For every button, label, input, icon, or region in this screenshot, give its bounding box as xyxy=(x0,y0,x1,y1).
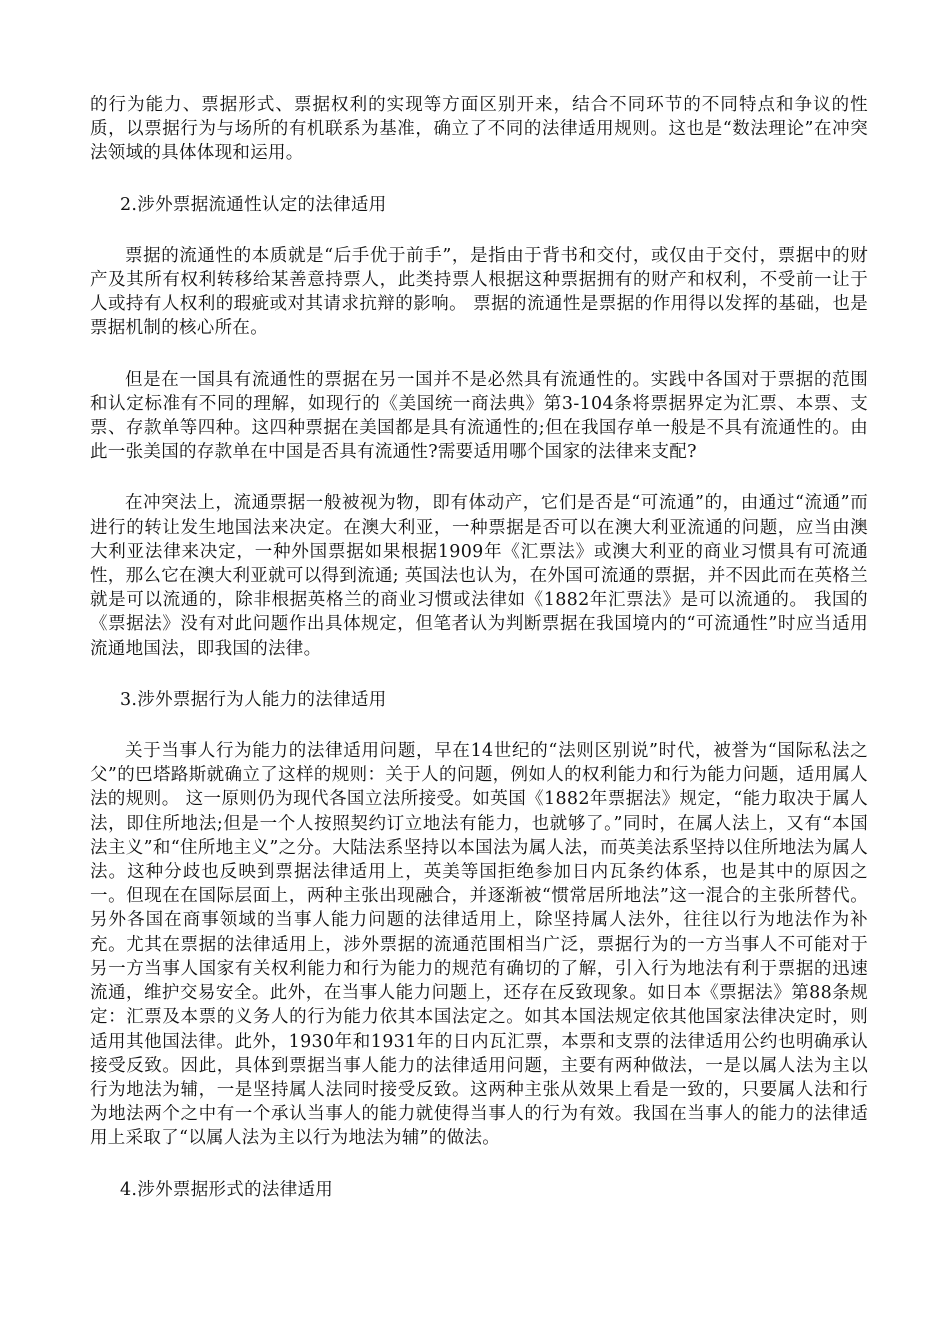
paragraph-conflict-law-negotiability: 在冲突法上，流通票据一般被视为物，即有体动产，它们是否是“可流通”的，由通过“流通”而进行的转让发生地国法来决定。在澳大利亚，一种票据是否可以在澳大利亚流通的问题，应当由澳大利亚法律来决定，一种外国票据如果根据1909年《汇票法》或澳大利亚的商业习惯具有可流通性，那么它在澳大利亚就可以得到流通; 英国法也认为，在外国可流通的票据，并不因此而在英格兰就是可以流通的，除非根据英格兰的商业习惯或法律如《1882年汇票法》是可以流通的。 我国的《票据法》没有对此问题作出具体规定，但笔者认为判断票据在我国境内的“可流通性”时应当适用流通地国法，即我国的法律。 xyxy=(90,493,868,659)
paragraph-gap xyxy=(90,217,868,244)
section-heading-3: 3.涉外票据行为人能力的法律适用 xyxy=(120,689,387,710)
document-page xyxy=(90,93,868,1202)
paragraph-gap xyxy=(90,661,868,688)
paragraph-gap xyxy=(90,712,868,739)
paragraph-negotiability-nature: 票据的流通性的本质就是“后手优于前手”，是指由于背书和交付，或仅由于交付，票据中的财产及其所有权利转移给某善意持票人，此类持票人根据这种票据拥有的财产和权利，不受前一让于人或持有人权利的瑕疵或对其请求抗辩的影响。 票据的流通性是票据的作用得以发挥的基础，也是票据机制的核心所在。 xyxy=(90,245,868,339)
paragraph-gap xyxy=(90,341,868,368)
section-heading-4: 4.涉外票据形式的法律适用 xyxy=(120,1179,334,1200)
section-heading-2: 2.涉外票据流通性认定的法律适用 xyxy=(120,194,387,215)
paragraph-negotiability-differences: 但是在一国具有流通性的票据在另一国并不是必然具有流通性的。实践中各国对于票据的范围和认定标准有不同的理解，如现行的《美国统一商法典》第3-104条将票据界定为汇票、本票、支票、存款单等四种。这四种票据在美国都是具有流通性的;但在我国存单一般是不具有流通性的。由此一张美国的存款单在中国是否具有流通性?需要适用哪个国家的法律来支配? xyxy=(90,369,868,463)
paragraph-gap xyxy=(90,166,868,193)
paragraph-continuation: 的行为能力、票据形式、票据权利的实现等方面区别开来，结合不同环节的不同特点和争议的性质，以票据行为与场所的有机联系为基准，确立了不同的法律适用规则。这也是“数法理论”在冲突法领域的具体体现和运用。 xyxy=(90,95,868,164)
paragraph-gap xyxy=(90,1151,868,1178)
paragraph-capacity-law: 关于当事人行为能力的法律适用问题，早在14世纪的“法则区别说”时代，被誉为“国际私法之父”的巴塔路斯就确立了这样的规则：关于人的问题，例如人的权利能力和行为能力问题，适用属人法的规则。 这一原则仍为现代各国立法所接受。如英国《1882年票据法》规定，“能力取决于属人法，即住所地法;但是一个人按照契约订立地法有能力，也就够了。”同时，在属人法上，又有“本国法主义”和“住所地主义”之分。大陆法系坚持以本国法为属人法，而英美法系坚持以住所地法为属人法。这种分歧也反映到票据法律适用上，英美等国拒绝参加日内瓦条约体系，也是其中的原因之一。但现在在国际层面上，两种主张出现融合，并逐渐被“惯常居所地法”这一混合的主张所替代。另外各国在商事领域的当事人能力问题的法律适用上，除坚持属人法外，往往以行为地法作为补充。尤其在票据的法律适用上，涉外票据的流通范围相当广泛，票据行为的一方当事人不可能对于另一方当事人国家有关权利能力和行为能力的规范有确切的了解，引入行为地法有利于票据的迅速流通，维护交易安全。此外，在当事人能力问题上，还存在反致现象。如日本《票据法》第88条规定：汇票及本票的义务人的行为能力依其本国法定之。如其本国法规定依其他国家法律决定时，则适用其他国法律。此外，1930年和1931年的日内瓦汇票，本票和支票的法律适用公约也明确承认接受反致。因此，具体到票据当事人能力的法律适用问题，主要有两种做法，一是以属人法为主以行为地法为辅，一是坚持属人法同时接受反致。这两种主张从效果上看是一致的，只要属人法和行为地法两个之中有一个承认当事人的能力就使得当事人的行为有效。我国在当事人的能力的法律适用上采取了“以属人法为主以行为地法为辅”的做法。 xyxy=(90,741,868,1149)
paragraph-gap xyxy=(90,464,868,491)
